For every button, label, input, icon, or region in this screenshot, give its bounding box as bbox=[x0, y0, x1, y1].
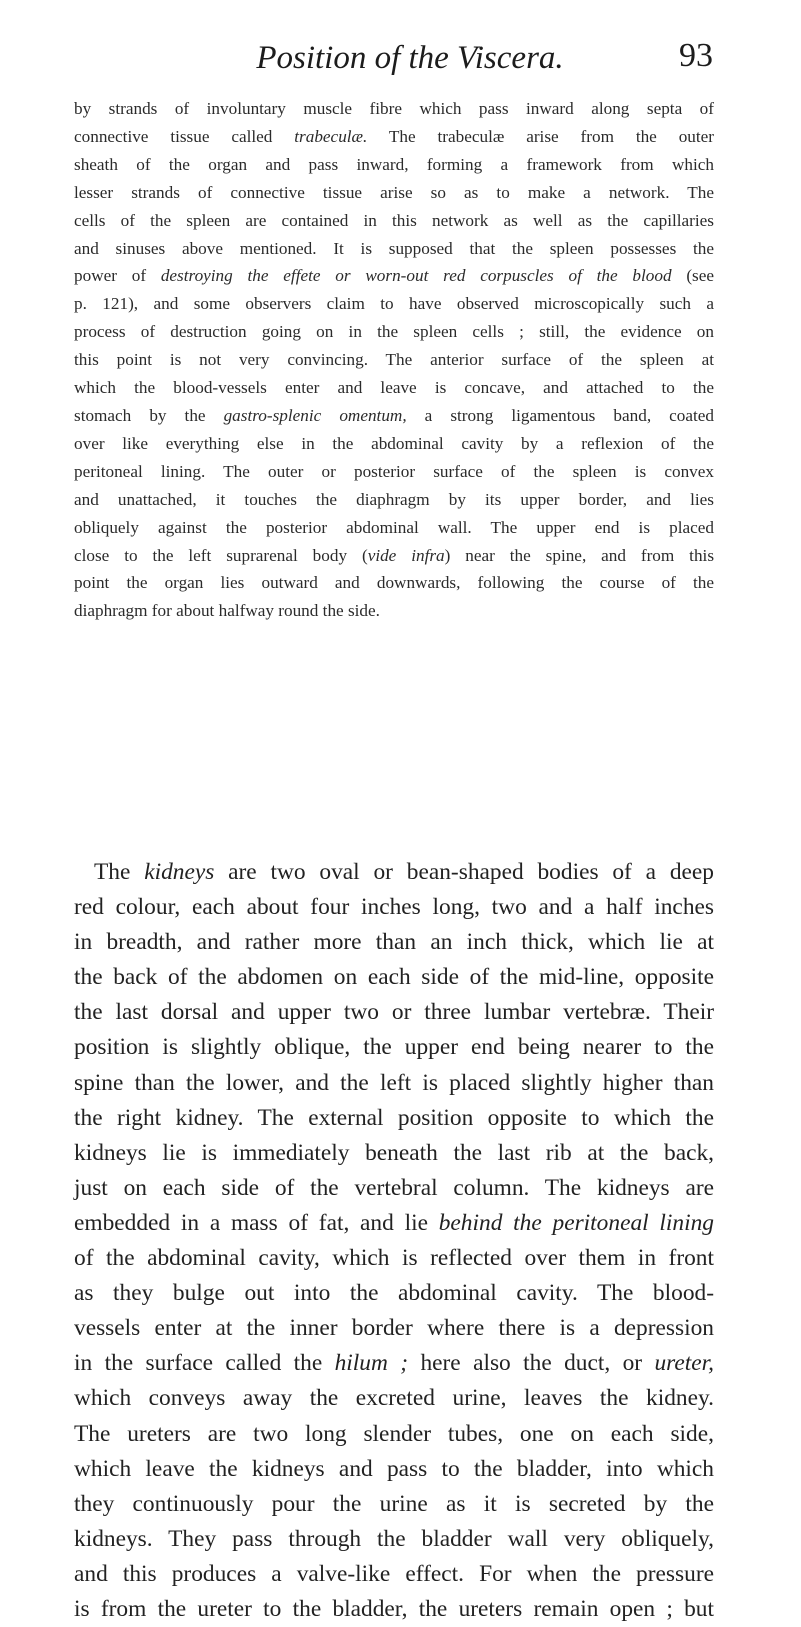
text-run: point the organ lies outward and downwards, following the course of the bbox=[74, 573, 714, 593]
text-run: process of destruction going on in the spleen cells ; still, the evidence on bbox=[74, 322, 714, 342]
text-line bbox=[74, 855, 714, 890]
text-line bbox=[74, 1417, 714, 1452]
text-run: kidneys. They pass through the bladder wall very obliquely, bbox=[74, 1525, 714, 1552]
text-run: here also the duct, or bbox=[408, 1350, 655, 1377]
text-line bbox=[74, 1136, 714, 1171]
text-run: ) near the spine, and from this bbox=[444, 545, 715, 565]
text-line bbox=[74, 1592, 714, 1627]
text-run: and sinuses above mentioned. It is supposed that the spleen possesses the bbox=[74, 238, 714, 258]
text-run: close to the left suprarenal body ( bbox=[74, 545, 368, 565]
text-line bbox=[74, 890, 714, 925]
text-run: the right kidney. The external position opposite to which the bbox=[74, 1104, 714, 1131]
text-run: position is slightly oblique, the upper end being nearer to the bbox=[74, 1034, 714, 1061]
text-line bbox=[74, 514, 714, 542]
text-line bbox=[74, 458, 714, 486]
text-run: and unattached, it touches the diaphragm by its upper border, and lies bbox=[74, 489, 714, 509]
text-line bbox=[74, 1241, 714, 1276]
text-line bbox=[74, 95, 714, 123]
text-run: diaphragm for about halfway round the side. bbox=[74, 601, 380, 621]
text-run: vessels enter at the inner border where there is a depression bbox=[74, 1315, 714, 1342]
text-run: they continuously pour the urine as it is secreted by the bbox=[74, 1490, 714, 1517]
italic-term: behind the peritoneal lining bbox=[438, 1209, 714, 1236]
italic-term: kidneys bbox=[144, 859, 215, 885]
text-line bbox=[74, 1346, 714, 1381]
running-title: Position of the Viscera. bbox=[256, 40, 564, 76]
italic-term: hilum ; bbox=[334, 1350, 409, 1377]
text-run: red colour, each about four inches long, two and a half inches bbox=[74, 894, 714, 921]
text-run: The ureters are two long slender tubes, one on each side, bbox=[74, 1420, 714, 1447]
text-line bbox=[74, 597, 714, 625]
text-run: cells of the spleen are contained in this network as well as the capillaries bbox=[74, 210, 714, 230]
italic-term: trabeculæ. bbox=[294, 126, 368, 146]
text-line bbox=[74, 1171, 714, 1206]
text-run: which the blood-vessels enter and leave is concave, and attached to the bbox=[74, 378, 714, 398]
text-line bbox=[74, 486, 714, 514]
text-run: connective tissue called bbox=[74, 126, 295, 146]
text-run: sheath of the organ and pass inward, forming a framework from which bbox=[74, 154, 714, 174]
text-line bbox=[74, 542, 714, 570]
text-run: in the surface called the bbox=[74, 1350, 335, 1377]
italic-term: gastro-splenic omentum, bbox=[223, 405, 407, 425]
text-run: the back of the abdomen on each side of the mid-line, opposite bbox=[74, 964, 714, 991]
text-run: obliquely against the posterior abdominal wall. The upper end is placed bbox=[74, 517, 714, 537]
text-run: The bbox=[94, 859, 145, 885]
text-run: this point is not very convincing. The anterior surface of the spleen at bbox=[74, 350, 714, 370]
text-line bbox=[74, 374, 714, 402]
text-line bbox=[74, 1030, 714, 1065]
text-line bbox=[74, 346, 714, 374]
text-line bbox=[74, 1101, 714, 1136]
text-line bbox=[74, 123, 714, 151]
text-run: The trabeculæ arise from the outer bbox=[367, 126, 715, 146]
text-line bbox=[74, 235, 714, 263]
text-run: the last dorsal and upper two or three lumbar vertebræ. Their bbox=[74, 999, 714, 1026]
text-run: over like everything else in the abdominal cavity by a reflexion of the bbox=[74, 433, 714, 453]
text-line bbox=[74, 1311, 714, 1346]
text-run: by strands of involuntary muscle fibre which pass inward along septa of bbox=[74, 99, 714, 118]
text-line bbox=[74, 318, 714, 346]
text-line bbox=[74, 179, 714, 207]
text-line bbox=[74, 569, 714, 597]
text-line bbox=[74, 1206, 714, 1241]
text-line bbox=[74, 1276, 714, 1311]
text-line bbox=[74, 430, 714, 458]
text-run: peritoneal lining. The outer or posterior surface of the spleen is convex bbox=[74, 461, 714, 481]
text-run: is from the ureter to the bladder, the ureters remain open ; but bbox=[74, 1595, 714, 1622]
text-line bbox=[74, 207, 714, 235]
text-line bbox=[74, 960, 714, 995]
text-run: which leave the kidneys and pass to the bladder, into which bbox=[74, 1455, 714, 1482]
text-run: and this produces a valve-like effect. For when the pressure bbox=[74, 1560, 714, 1587]
page-number: 93 bbox=[679, 37, 713, 74]
text-run: stomach by the bbox=[74, 405, 224, 425]
paragraph-kidneys bbox=[74, 855, 714, 1627]
text-line bbox=[74, 1066, 714, 1101]
text-run: are two oval or bean-shaped bodies of a deep bbox=[214, 859, 715, 885]
text-line bbox=[74, 402, 714, 430]
text-run: (see bbox=[671, 266, 714, 286]
italic-term: ureter, bbox=[654, 1350, 714, 1377]
text-line bbox=[74, 1452, 714, 1487]
text-line bbox=[74, 1381, 714, 1416]
text-line bbox=[74, 290, 714, 318]
text-line bbox=[74, 1522, 714, 1557]
text-line bbox=[74, 262, 714, 290]
text-run: power of bbox=[74, 266, 161, 286]
text-run: lesser strands of connective tissue arise so as to make a network. The bbox=[74, 182, 714, 202]
text-run: in breadth, and rather more than an inch thick, which lie at bbox=[74, 929, 714, 956]
text-run: as they bulge out into the abdominal cavity. The blood- bbox=[74, 1280, 714, 1307]
paragraph-spleen bbox=[74, 95, 714, 625]
text-run: just on each side of the vertebral column. The kidneys are bbox=[74, 1174, 714, 1201]
text-run: kidneys lie is immediately beneath the last rib at the back, bbox=[74, 1139, 714, 1166]
text-line bbox=[74, 1487, 714, 1522]
text-run: spine than the lower, and the left is placed slightly higher than bbox=[74, 1069, 714, 1096]
text-run: which conveys away the excreted urine, leaves the kidney. bbox=[74, 1385, 714, 1412]
italic-term: vide infra bbox=[367, 545, 445, 565]
text-line bbox=[74, 925, 714, 960]
text-run: a strong ligamentous band, coated bbox=[406, 405, 715, 425]
text-run: embedded in a mass of fat, and lie bbox=[74, 1209, 439, 1236]
text-line bbox=[74, 151, 714, 179]
text-line bbox=[74, 1557, 714, 1592]
text-run: of the abdominal cavity, which is reflected over them in front bbox=[74, 1245, 714, 1272]
italic-term: destroying the effete or worn-out red corpuscles of the blood bbox=[160, 266, 672, 286]
text-run: p. 121), and some observers claim to have observed microscopically such a bbox=[74, 294, 714, 314]
text-line bbox=[74, 995, 714, 1030]
